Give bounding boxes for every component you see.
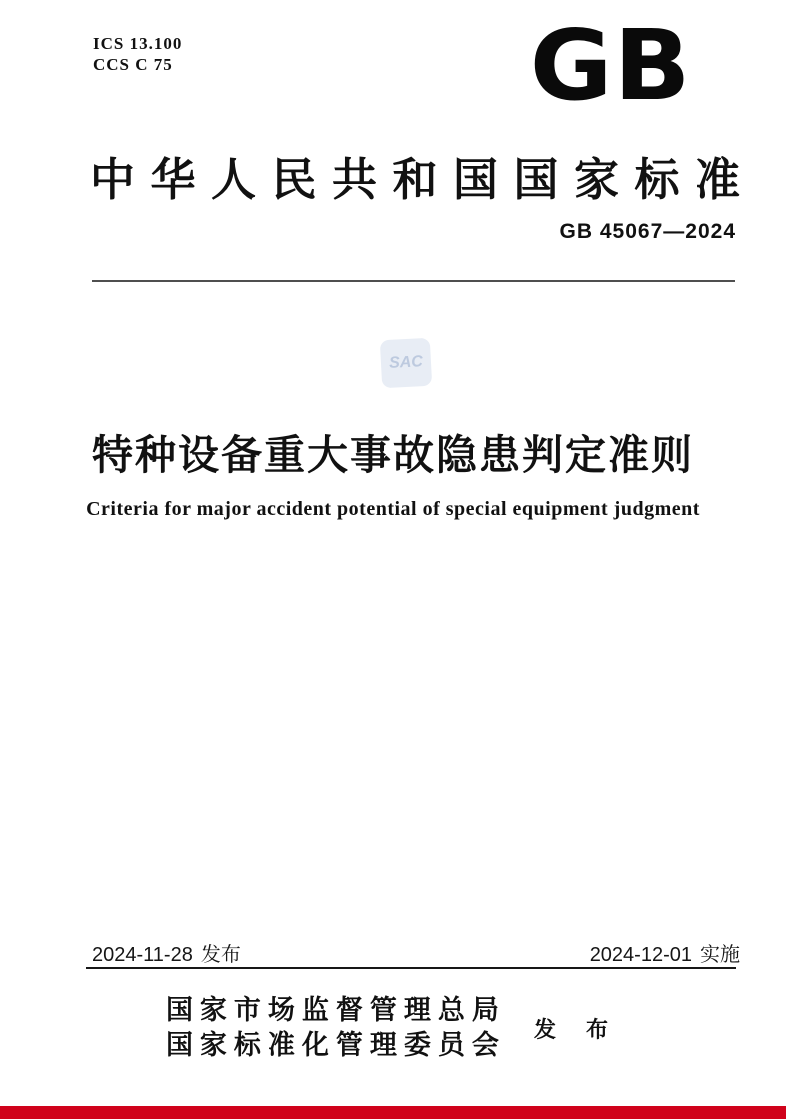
issue-date-cell — [92, 938, 241, 967]
national-standard-title: 中华人民共和国国家标准 — [90, 155, 740, 205]
dates-row — [92, 938, 740, 967]
footer-divider-line — [86, 967, 736, 969]
sac-watermark — [380, 338, 432, 389]
issue-date: 2024-11-28 — [92, 944, 193, 966]
implement-date-label: 实施 — [700, 944, 740, 966]
document-title-chinese: 特种设备重大事故隐患判定准则 — [92, 431, 694, 479]
bottom-accent-bar — [0, 1106, 786, 1119]
classification-codes — [93, 33, 182, 75]
issue-date-label: 发布 — [200, 944, 241, 966]
issuer-line-2: 国家标准化管理委员会 — [165, 1030, 506, 1060]
implement-date-cell — [590, 938, 740, 967]
document-title-english: Criteria for major accident potential of special equipment judgment — [86, 498, 700, 520]
standard-number: GB 45067—2024 — [559, 220, 736, 243]
issuer-names — [166, 993, 506, 1063]
implement-date: 2024-12-01 — [589, 944, 692, 966]
publish-label: 发 布 — [533, 1016, 621, 1042]
ccs-code: CCS C 75 — [93, 55, 173, 74]
issuer-line-1: 国家市场监督管理总局 — [165, 995, 506, 1025]
sac-watermark-label: SAC — [388, 353, 424, 372]
ics-code: ICS 13.100 — [93, 34, 183, 53]
issuing-bodies — [0, 993, 786, 1063]
gb-logo: GB — [530, 9, 692, 122]
header-divider-line — [92, 280, 735, 282]
